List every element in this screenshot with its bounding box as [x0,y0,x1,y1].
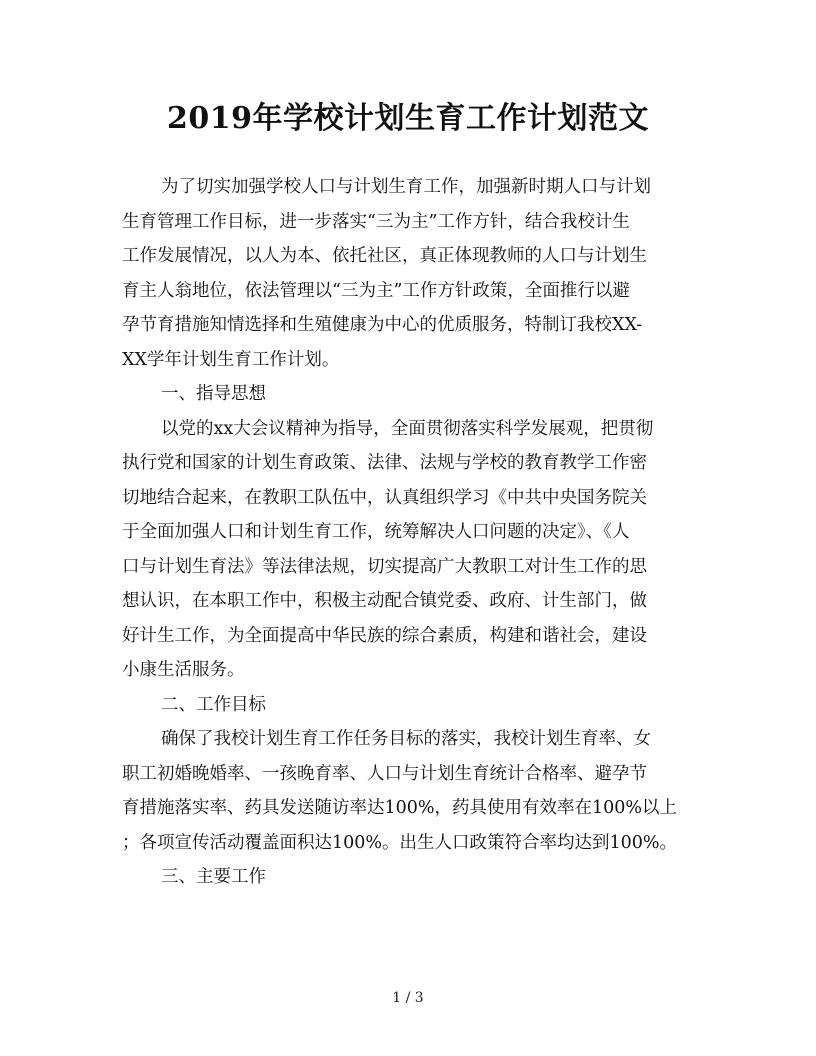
paragraph-line: 确保了我校计划生育工作任务目标的落实，我校计划生育率、女 [161,729,651,749]
paragraph-line: 育措施落实率、药具发送随访率达100%，药具使用有效率在100%以上 [122,798,678,818]
section-heading-guiding-ideology: 一、指导思想 [161,384,266,404]
paragraph-line: 生育管理工作目标，进一步落实“三为主”工作方针，结合我校计生 [122,211,630,232]
paragraph-line: 好计生工作，为全面提高中华民族的综合素质，构建和谐社会，建设 [122,625,647,646]
section-heading-work-goals: 二、工作目标 [161,694,266,715]
document-body [122,170,702,895]
paragraph-line: 切地结合起来，在教职工队伍中，认真组织学习《中共中央国务院关 [122,487,647,508]
document-title: 2019年学校计划生育工作计划范文 [167,101,649,136]
section-heading-main-work: 三、主要工作 [161,867,266,887]
paragraph-line: 想认识，在本职工作中，积极主动配合镇党委、政府、计生部门，做 [122,591,647,611]
paragraph-line: 以党的xx大会议精神为指导，全面贯彻落实科学发展观，把贯彻 [161,418,654,439]
paragraph-line: 孕节育措施知情选择和生殖健康为中心的优质服务，特制订我校XX- [122,315,643,335]
page-number: 1 / 3 [392,990,424,1006]
paragraph-line: 育主人翁地位，依法管理以“三为主”工作方针政策，全面推行以避 [122,280,630,301]
paragraph-line: 口与计划生育法》等法律法规，切实提高广大教职工对计生工作的思 [122,556,647,577]
paragraph-line: 小康生活服务。 [122,660,245,680]
paragraph-line: XX学年计划生育工作计划。 [122,349,340,370]
paragraph-line: 于全面加强人口和计划生育工作，统筹解决人口问题的决定》、《人 [122,522,630,542]
paragraph-line: 工作发展情况，以人为本、依托社区，真正体现教师的人口与计划生 [122,246,647,266]
paragraph-line: 职工初婚晚婚率、一孩晚育率、人口与计划生育统计合格率、避孕节 [122,763,647,784]
paragraph-line: 为了切实加强学校人口与计划生育工作，加强新时期人口与计划 [161,177,651,197]
paragraph-line: 执行党和国家的计划生育政策、法律、法规与学校的教育教学工作密 [122,453,647,473]
paragraph-line: ；各项宣传活动覆盖面积达100%。出生人口政策符合率均达到100%。 [122,832,678,853]
